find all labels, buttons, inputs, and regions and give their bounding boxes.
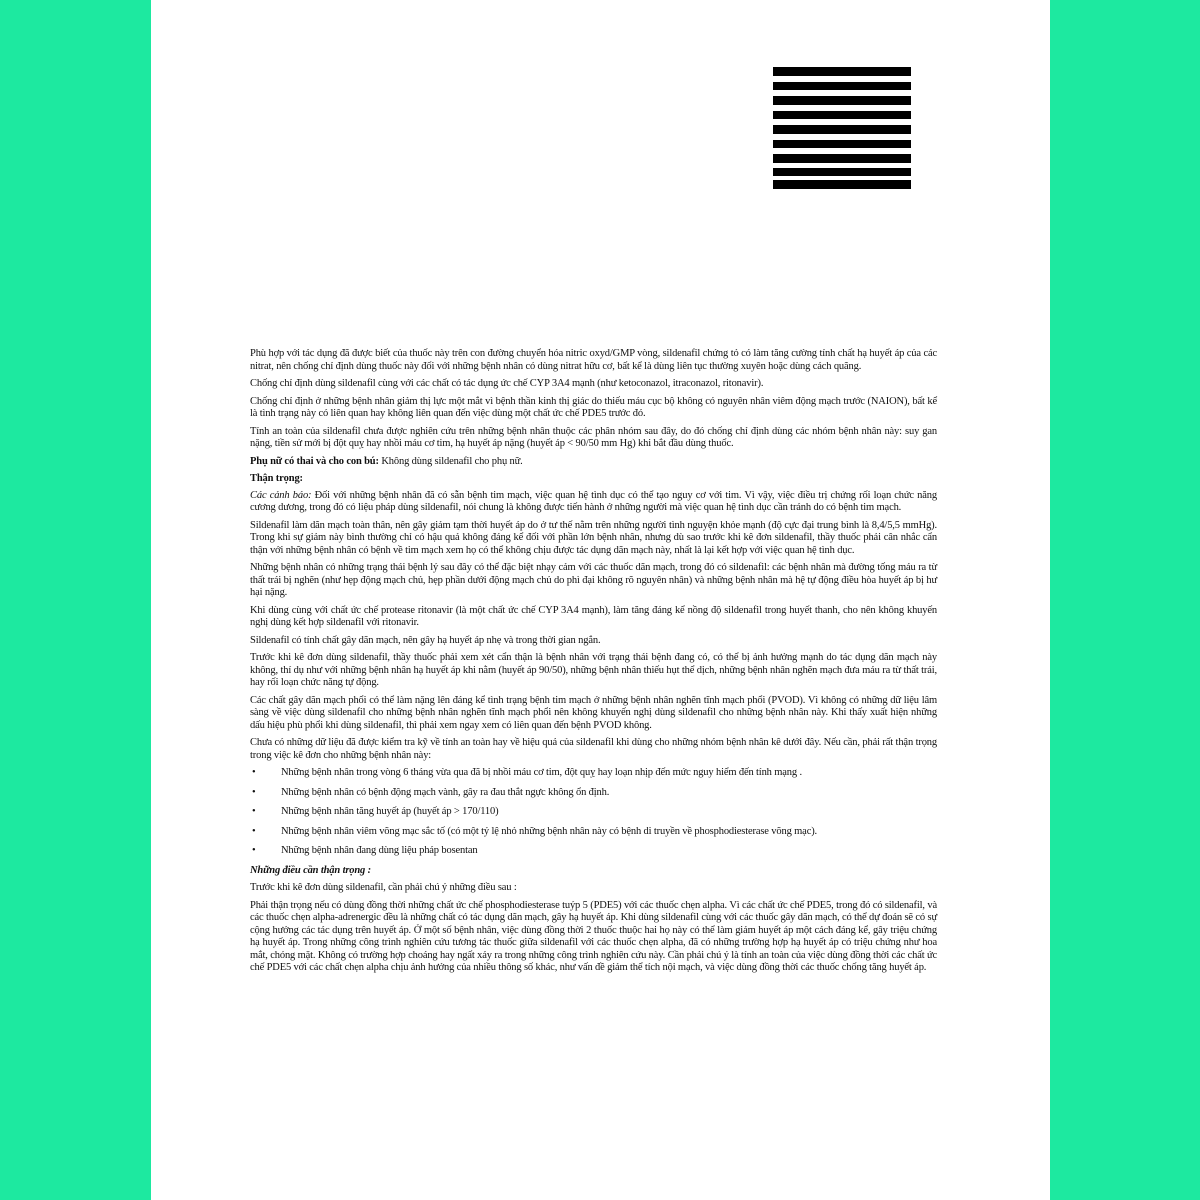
list-item: • Những bệnh nhân đang dùng liệu pháp bosentan	[252, 845, 478, 856]
paragraph: Phải thận trọng nếu có dùng đồng thời những chất ức chế phosphodiesterase tuýp 5 (PDE5) với các thuốc chẹn alpha. Vì các chất ức chế PDE5, trong đó có sildenafil, và các thuốc chẹn alpha-adrenergic đều là những chất có tác dụng dãn mạch, gây hạ huyết áp. Khi dùng sildenafil cùng với các thuốc gây dãn mạch, có thể dự đoán sẽ có sự cộng hưởng các tác dụng trên huyết áp. Ở một số bệnh nhân, việc dùng đồng thời 2 thuốc thuộc hai họ này có thể làm giảm huyết áp một cách đáng kể, gây triệu chứng hạ huyết áp. Trong những công trình nghiên cứu tương tác thuốc giữa sildenafil với các thuốc chẹn alpha, đã có những trường hợp hạ huyết áp có triệu chứng như hoa mắt, chóng mặt. Không có trường hợp choáng hay ngất xảy ra trong những công trình nghiên cứu này. Cần phải chú ý là tính an toàn của việc dùng đồng thời các chất ức chế PDE5 với các chất chẹn alpha chịu ảnh hưởng của nhiều thông số khác, như vấn đề giảm thể tích nội mạch, và việc dùng đồng thời các thuốc chống tăng huyết áp.	[250, 899, 937, 973]
paragraph: Khi dùng cùng với chất ức chế protease ritonavir (là một chất ức chế CYP 3A4 mạnh), làm tăng đáng kể nồng độ sildenafil trong huyết thanh, cho nên không khuyến nghị dùng kết hợp sildenafil với ritonavir.	[250, 604, 937, 628]
precautions-heading: Thận trọng:	[250, 473, 303, 484]
bullet-glyph: •	[252, 845, 256, 856]
paragraph: Sildenafil có tính chất gây dãn mạch, nên gây hạ huyết áp nhẹ và trong thời gian ngắn.	[250, 634, 601, 646]
careful-intro: Trước khi kê đơn dùng sildenafil, cần phải chú ý những điều sau :	[250, 882, 517, 893]
bullet-glyph: •	[252, 806, 256, 817]
paragraph: Chưa có những dữ liệu đã được kiểm tra kỹ về tính an toàn hay về hiệu quả của sildenafil khi dùng cho những nhóm bệnh nhân kê dưới đây. Nếu cần, phải rất thận trọng trong việc kê đơn cho những bệnh nhân này:	[250, 737, 937, 761]
pregnancy-text: Không dùng sildenafil cho phụ nữ.	[378, 455, 523, 467]
warnings-text: Đối với những bệnh nhân đã có sẵn bệnh tim mạch, việc quan hệ tình dục có thể tạo nguy cơ với tim. Vì vậy, việc điều trị chứng rối loạn chức năng cương dương, trong đó có liệu pháp dùng sildenafil, nói chung là không được tiến hành ở những người mà việc quan hệ tình dục cần tránh do có bệnh tim mạch.	[250, 489, 937, 513]
paragraph: Chống chỉ định dùng sildenafil cùng với các chất có tác dụng ức chế CYP 3A4 mạnh (như ketoconazol, itraconazol, ritonavir).	[250, 378, 764, 389]
list-item: • Những bệnh nhân tăng huyết áp (huyết áp > 170/110)	[252, 806, 499, 817]
paragraph: Phù hợp với tác dụng đã được biết của thuốc này trên con đường chuyển hóa nitric oxyd/GMP vòng, sildenafil chứng tỏ có làm tăng cường tính chất hạ huyết áp của các nitrat, nên chống chỉ định dùng thuốc này đối với những bệnh nhân có dùng nitrat hữu cơ, bất kể là dùng liên tục thường xuyên hoặc dùng cách quãng.	[250, 348, 937, 372]
document-page	[151, 0, 1050, 1200]
risk-group-list	[250, 767, 937, 858]
bullet-glyph: •	[252, 825, 256, 837]
pregnancy-paragraph	[250, 456, 937, 469]
barcode-stripes	[773, 67, 911, 189]
bullet-glyph: •	[252, 786, 256, 798]
pregnancy-label: Phụ nữ có thai và cho con bú:	[250, 455, 379, 467]
paragraph: Các chất gây dãn mạch phổi có thể làm nặng lên đáng kể tình trạng bệnh tim mạch ở những bệnh nhân nghẽn tĩnh mạch phổi (PVOD). Vì không có những dữ liệu lâm sàng về việc dùng sildenafil cho những bệnh nhân nghẽn tĩnh mạch phổi nên không khuyến nghị dùng sildenafil cho những bệnh nhân này. Khi thấy xuất hiện những dấu hiệu phù phổi khi dùng sildenafil, thì phải xem ngay xem có liên quan đến bệnh PVOD không.	[250, 694, 937, 731]
paragraph: Tính an toàn của sildenafil chưa được nghiên cứu trên những bệnh nhân thuộc các phân nhóm sau đây, do đó chống chỉ định dùng các nhóm bệnh nhân này: suy gan nặng, tiền sử mới bị đột quỵ hay nhồi máu cơ tim, hạ huyết áp nặng (huyết áp < 90/50 mm Hg) khi bắt đầu dùng thuốc.	[250, 425, 937, 449]
paragraph: Chống chỉ định ở những bệnh nhân giảm thị lực một mắt vì bệnh thần kinh thị giác do thiếu máu cục bộ không có nguyên nhân viêm động mạch trước (NAION), bất kể là tình trạng này có liên quan hay không liên quan đến việc dùng một chất ức chế PDE5 trước đó.	[250, 395, 937, 419]
list-item: • Những bệnh nhân trong vòng 6 tháng vừa qua đã bị nhồi máu cơ tim, đột quỵ hay loạn nhịp đến mức nguy hiểm đến tính mạng .	[252, 767, 802, 778]
list-item: • Những bệnh nhân có bệnh động mạch vành, gây ra đau thắt ngực không ổn định.	[252, 786, 610, 798]
paragraph: Những bệnh nhân có những trạng thái bệnh lý sau đây có thể đặc biệt nhạy cảm với các thuốc dãn mạch, trong đó có sildenafil: các bệnh nhân mà đường tống máu ra từ thất trái bị nghẽn (như hẹp động mạch chủ, hẹp phần dưới động mạch chủ do phì đại không rõ nguyên nhân) và những bệnh nhân mà hệ tự động điều hòa huyết áp bị hư hại nặng.	[250, 562, 937, 598]
bullet-glyph: •	[252, 767, 256, 778]
paragraph: Trước khi kê đơn dùng sildenafil, thầy thuốc phải xem xét cẩn thận là bệnh nhân với trạng thái bệnh đang có, có thể bị ảnh hưởng mạnh do tác dụng dãn mạch này không, thí dụ như với những bệnh nhân hạ huyết áp khi nằm (huyết áp 90/50), những bệnh nhân thiếu hụt thể dịch, những bệnh nhân nghẽn mạch đưa máu ra từ thất trái, hay rối loạn chức năng tự động.	[250, 652, 937, 688]
warnings-label: Các cảnh báo:	[250, 489, 312, 501]
paragraph: Sildenafil làm dãn mạch toàn thân, nên gây giảm tạm thời huyết áp do ở tư thế nằm trên những người tình nguyện khỏe mạnh (độ cực đại trung bình là 8,4/5,5 mmHg). Trong khi sự giảm này bình thường chỉ có hậu quả không đáng kể đối với phần lớn bệnh nhân, nhưng dù sao trước khi kê đơn sildenafil, thầy thuốc phải cân nhắc cẩn thận với những bệnh nhân có bệnh về tim mạch xem họ có thể không chịu được tác dụng dãn mạch này, nhất là lại kết hợp với việc quan hệ tình dục.	[250, 519, 937, 556]
warnings-paragraph	[250, 490, 937, 515]
list-item: • Những bệnh nhân viêm võng mạc sắc tố (có một tỷ lệ nhỏ những bệnh nhân này có bệnh di truyền về phosphodiesterase võng mạc).	[252, 825, 818, 837]
document-body	[250, 348, 937, 980]
careful-heading: Những điều cần thận trọng :	[250, 864, 371, 876]
